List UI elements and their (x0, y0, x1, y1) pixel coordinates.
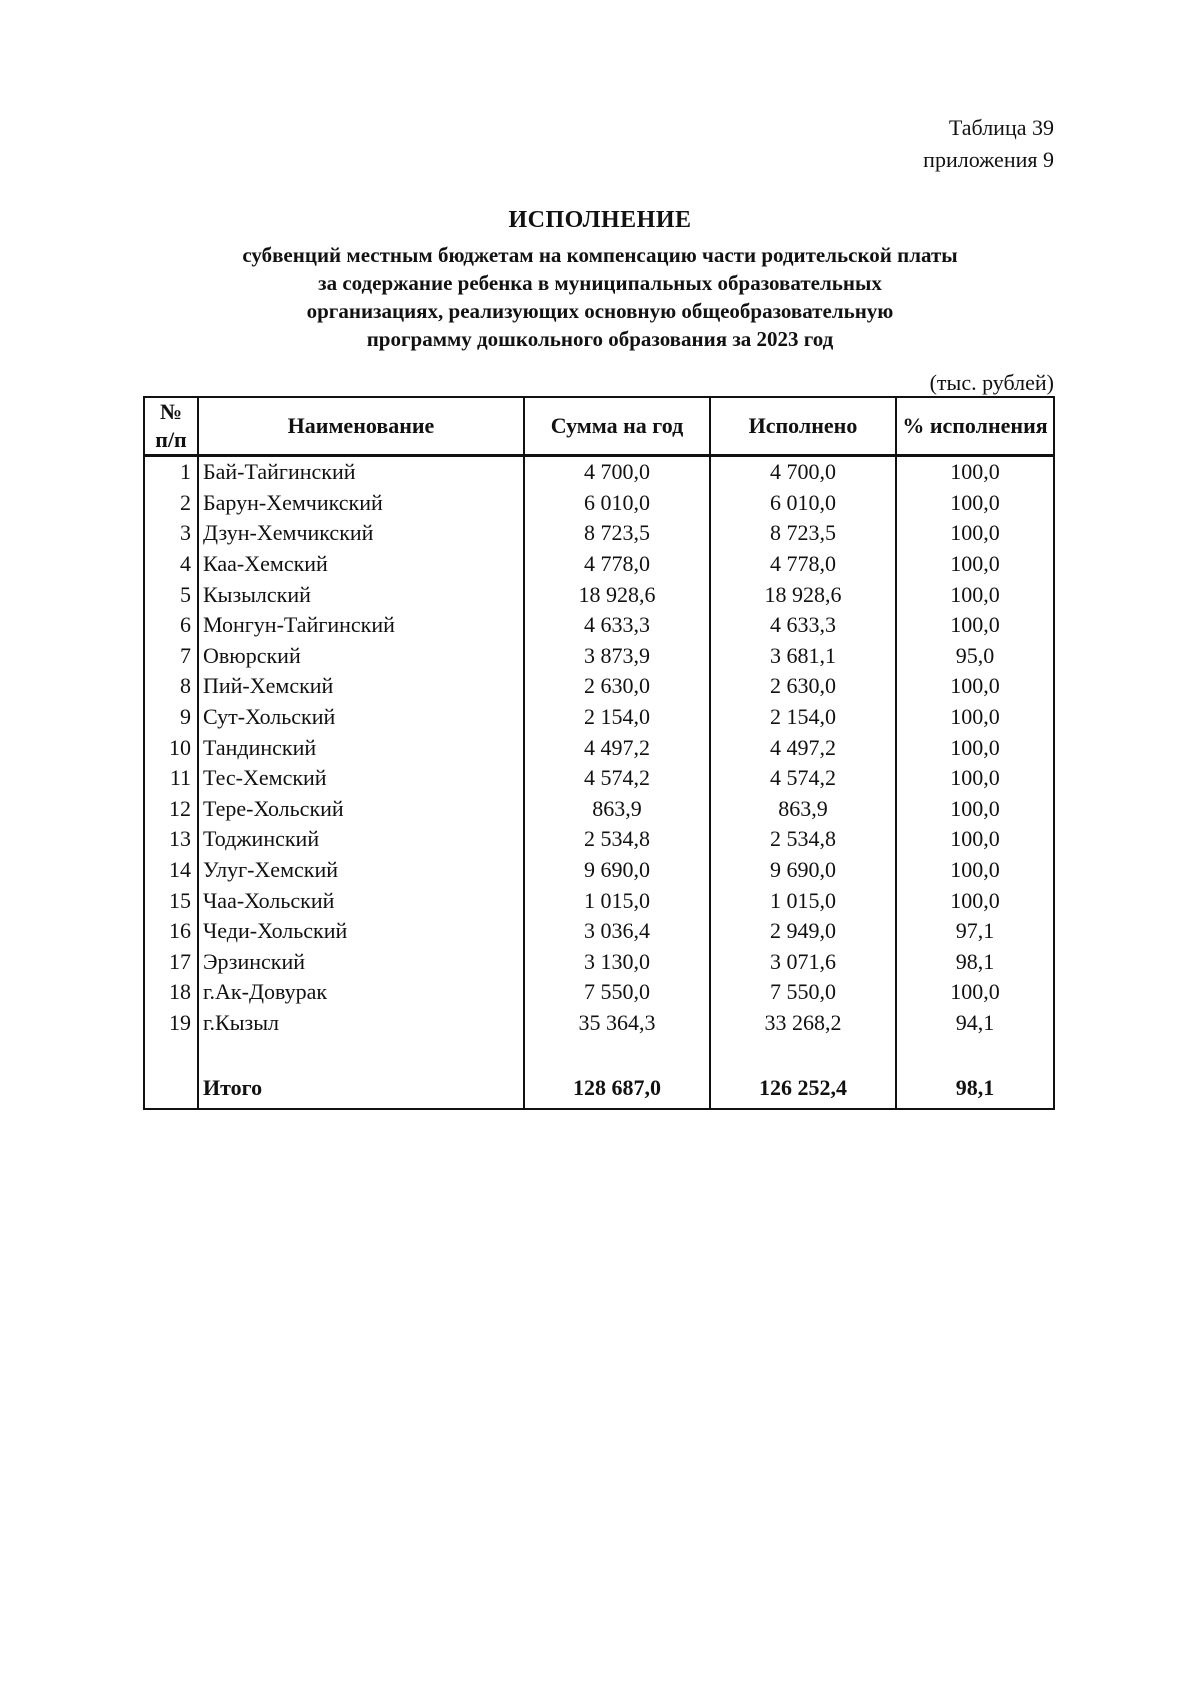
row-executed: 2 949,0 (710, 916, 896, 947)
table-header-row (144, 397, 1054, 456)
row-executed: 9 690,0 (710, 855, 896, 886)
row-percent: 100,0 (896, 763, 1054, 794)
row-percent: 100,0 (896, 518, 1054, 549)
row-percent: 100,0 (896, 549, 1054, 580)
table-row (144, 518, 1054, 549)
row-name: Барун-Хемчикский (198, 488, 524, 519)
table-row (144, 824, 1054, 855)
table-row (144, 732, 1054, 763)
row-percent: 100,0 (896, 824, 1054, 855)
row-annual-sum: 3 036,4 (524, 916, 710, 947)
row-annual-sum: 4 633,3 (524, 610, 710, 641)
table-row (144, 702, 1054, 733)
row-percent: 94,1 (896, 1008, 1054, 1039)
row-name: г.Кызыл (198, 1008, 524, 1039)
table-reference (923, 112, 1054, 176)
row-annual-sum: 1 015,0 (524, 885, 710, 916)
subtitle-line: программу дошкольного образования за 2023 год (366, 327, 834, 351)
header-number (144, 397, 198, 456)
row-percent: 95,0 (896, 641, 1054, 672)
row-annual-sum: 35 364,3 (524, 1008, 710, 1039)
total-row (144, 1068, 1054, 1109)
title-subtitle (140, 241, 1060, 353)
row-percent: 100,0 (896, 885, 1054, 916)
subtitle-line: организациях, реализующих основную общеобразовательную (306, 299, 894, 323)
row-executed: 2 630,0 (710, 671, 896, 702)
row-number: 13 (144, 824, 198, 855)
row-percent: 100,0 (896, 732, 1054, 763)
title-main: ИСПОЛНЕНИЕ (508, 207, 692, 233)
table-row (144, 794, 1054, 825)
row-executed: 4 497,2 (710, 732, 896, 763)
header-executed: Исполнено (710, 397, 896, 456)
row-executed: 863,9 (710, 794, 896, 825)
row-name: Пий-Хемский (198, 671, 524, 702)
row-percent: 100,0 (896, 610, 1054, 641)
total-label: Итого (198, 1068, 524, 1109)
table-row (144, 579, 1054, 610)
row-name: Кызылский (198, 579, 524, 610)
row-number: 12 (144, 794, 198, 825)
row-name: Дзун-Хемчикский (198, 518, 524, 549)
row-executed: 3 681,1 (710, 641, 896, 672)
row-percent: 100,0 (896, 794, 1054, 825)
row-executed: 18 928,6 (710, 579, 896, 610)
row-name: Тоджинский (198, 824, 524, 855)
row-name: Монгун-Тайгинский (198, 610, 524, 641)
row-number: 8 (144, 671, 198, 702)
table-row (144, 763, 1054, 794)
row-percent: 100,0 (896, 855, 1054, 886)
row-annual-sum: 4 497,2 (524, 732, 710, 763)
row-percent: 100,0 (896, 456, 1054, 488)
row-percent: 100,0 (896, 579, 1054, 610)
row-annual-sum: 2 630,0 (524, 671, 710, 702)
header-number-symbol: № (159, 399, 183, 424)
row-name: Чаа-Хольский (198, 885, 524, 916)
row-number: 10 (144, 732, 198, 763)
row-executed: 2 154,0 (710, 702, 896, 733)
row-number: 1 (144, 456, 198, 488)
row-percent: 98,1 (896, 947, 1054, 978)
row-name: Улуг-Хемский (198, 855, 524, 886)
appendix-number: приложения 9 (923, 147, 1054, 172)
row-annual-sum: 3 130,0 (524, 947, 710, 978)
units-label: (тыс. рублей) (929, 370, 1054, 395)
header-name: Наименование (198, 397, 524, 456)
row-name: Сут-Хольский (198, 702, 524, 733)
row-annual-sum: 4 574,2 (524, 763, 710, 794)
row-executed: 7 550,0 (710, 977, 896, 1008)
header-annual-sum: Сумма на год (524, 397, 710, 456)
table-number: Таблица 39 (948, 115, 1054, 140)
row-executed: 4 778,0 (710, 549, 896, 580)
row-executed: 8 723,5 (710, 518, 896, 549)
row-number: 9 (144, 702, 198, 733)
row-annual-sum: 18 928,6 (524, 579, 710, 610)
execution-table (143, 396, 1055, 1110)
row-number: 19 (144, 1008, 198, 1039)
row-percent: 100,0 (896, 977, 1054, 1008)
row-annual-sum: 8 723,5 (524, 518, 710, 549)
subtitle-line: за содержание ребенка в муниципальных образовательных (318, 271, 882, 295)
row-annual-sum: 7 550,0 (524, 977, 710, 1008)
row-executed: 1 015,0 (710, 885, 896, 916)
row-executed: 4 633,3 (710, 610, 896, 641)
header-percent: % исполнения (896, 397, 1054, 456)
header-number-abbr: п/п (155, 427, 187, 452)
table-row (144, 916, 1054, 947)
row-executed: 3 071,6 (710, 947, 896, 978)
spacer-row (144, 1038, 1054, 1068)
row-annual-sum: 9 690,0 (524, 855, 710, 886)
row-percent: 100,0 (896, 671, 1054, 702)
subtitle-line: субвенций местным бюджетам на компенсацию части родительской платы (242, 243, 958, 267)
row-name: Эрзинский (198, 947, 524, 978)
row-executed: 6 010,0 (710, 488, 896, 519)
row-name: Бай-Тайгинский (198, 456, 524, 488)
row-executed: 33 268,2 (710, 1008, 896, 1039)
row-name: Овюрский (198, 641, 524, 672)
row-percent: 100,0 (896, 488, 1054, 519)
table-row (144, 456, 1054, 488)
row-annual-sum: 3 873,9 (524, 641, 710, 672)
row-number: 6 (144, 610, 198, 641)
total-executed: 126 252,4 (710, 1068, 896, 1109)
table-row (144, 671, 1054, 702)
row-name: Тере-Хольский (198, 794, 524, 825)
row-annual-sum: 6 010,0 (524, 488, 710, 519)
row-name: Тандинский (198, 732, 524, 763)
row-annual-sum: 863,9 (524, 794, 710, 825)
table-row (144, 947, 1054, 978)
table-row (144, 549, 1054, 580)
row-number: 14 (144, 855, 198, 886)
row-percent: 97,1 (896, 916, 1054, 947)
row-annual-sum: 2 534,8 (524, 824, 710, 855)
total-annual-sum: 128 687,0 (524, 1068, 710, 1109)
row-executed: 4 700,0 (710, 456, 896, 488)
row-number: 3 (144, 518, 198, 549)
document-title (140, 205, 1060, 353)
row-name: Чеди-Хольский (198, 916, 524, 947)
row-name: Тес-Хемский (198, 763, 524, 794)
row-percent: 100,0 (896, 702, 1054, 733)
row-name: Каа-Хемский (198, 549, 524, 580)
row-name: г.Ак-Довурак (198, 977, 524, 1008)
row-number: 2 (144, 488, 198, 519)
row-number: 5 (144, 579, 198, 610)
row-number: 4 (144, 549, 198, 580)
table-row (144, 641, 1054, 672)
row-annual-sum: 4 700,0 (524, 456, 710, 488)
table-row (144, 977, 1054, 1008)
row-number: 16 (144, 916, 198, 947)
row-number: 11 (144, 763, 198, 794)
table-row (144, 855, 1054, 886)
row-number: 15 (144, 885, 198, 916)
row-executed: 4 574,2 (710, 763, 896, 794)
table-row (144, 488, 1054, 519)
table-row (144, 1008, 1054, 1039)
row-annual-sum: 4 778,0 (524, 549, 710, 580)
row-number: 7 (144, 641, 198, 672)
row-number: 18 (144, 977, 198, 1008)
row-number: 17 (144, 947, 198, 978)
table-row (144, 610, 1054, 641)
total-percent: 98,1 (896, 1068, 1054, 1109)
row-annual-sum: 2 154,0 (524, 702, 710, 733)
row-executed: 2 534,8 (710, 824, 896, 855)
table-row (144, 885, 1054, 916)
